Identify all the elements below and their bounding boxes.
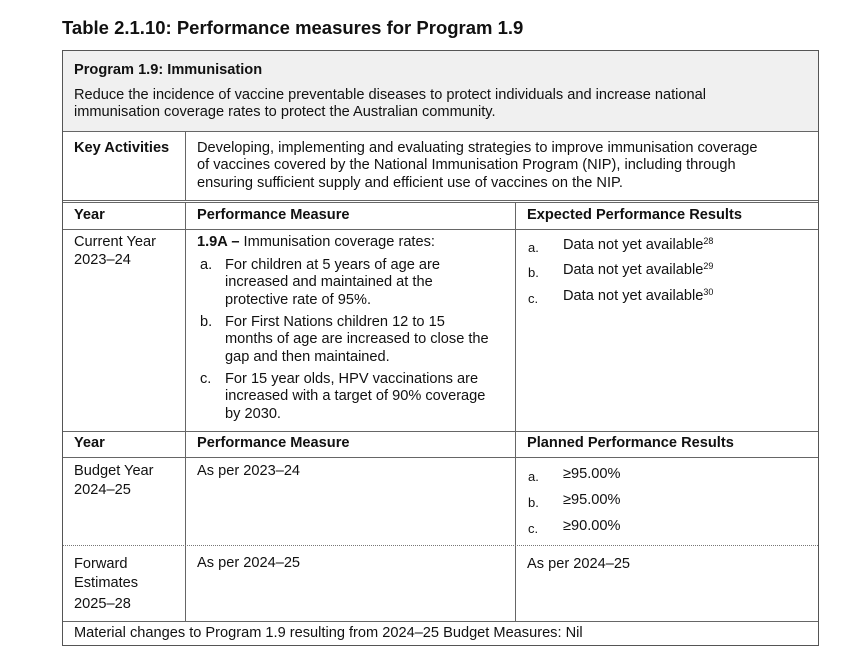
measure-item-letter: a. (200, 257, 213, 273)
budget-year-range: 2024–25 (74, 482, 131, 498)
measure-item-b-line1: For First Nations children 12 to 15 (225, 314, 445, 330)
key-activities-label: Key Activities (74, 140, 170, 156)
measure-title: Immunisation coverage rates: (239, 234, 435, 250)
planned-result-c: ≥90.00% (563, 518, 621, 534)
header-year: Year (74, 435, 105, 451)
performance-table (62, 50, 819, 646)
budget-year-label: Budget Year (74, 463, 154, 479)
divider (63, 457, 818, 458)
result-letter: c. (528, 291, 539, 306)
measure-code: 1.9A – (197, 234, 240, 250)
divider (63, 431, 818, 432)
key-activities-line3: ensuring sufficient supply and efficient use of vaccines on the NIP. (197, 175, 623, 191)
result-text: Data not yet available (563, 237, 704, 253)
result-letter: c. (528, 521, 539, 536)
measure-item-c-line2: increased with a target of 90% coverage (225, 388, 486, 404)
measure-1-9a (197, 234, 435, 252)
measure-item-c-line1: For 15 year olds, HPV vaccinations are (225, 371, 479, 387)
divider (63, 229, 818, 230)
column-divider (185, 203, 186, 622)
current-year-range: 2023–24 (74, 252, 131, 268)
measure-item-b-line3: gap and then maintained. (225, 349, 390, 365)
forward-measure: As per 2024–25 (197, 555, 301, 571)
measure-item-a-line1: For children at 5 years of age are (225, 257, 440, 273)
divider (63, 131, 818, 132)
planned-result-a: ≥95.00% (563, 466, 621, 482)
current-year-label: Current Year (74, 234, 156, 250)
result-letter: a. (528, 240, 539, 255)
program-objective-line2: immunisation coverage rates to protect the Australian community. (74, 104, 496, 120)
forward-label-line2: Estimates (74, 575, 139, 591)
result-text: Data not yet available (563, 262, 704, 278)
key-activities-line2: of vaccines covered by the National Immunisation Program (NIP), including through (197, 157, 736, 173)
expected-result-c (563, 288, 713, 306)
material-changes-note: Material changes to Program 1.9 resulting from 2024–25 Budget Measures: Nil (74, 625, 583, 641)
header-measure: Performance Measure (197, 207, 350, 223)
program-objective-line1: Reduce the incidence of vaccine preventable diseases to protect individuals and increase national (74, 87, 706, 103)
divider (63, 200, 818, 203)
header-planned-results: Planned Performance Results (527, 435, 734, 451)
planned-result-b: ≥95.00% (563, 492, 621, 508)
expected-result-a (563, 237, 713, 255)
measure-item-b-line2: months of age are increased to close the (225, 331, 489, 347)
forward-year-range: 2025–28 (74, 596, 131, 612)
budget-measure: As per 2023–24 (197, 463, 301, 479)
divider (63, 545, 818, 546)
header-expected-results: Expected Performance Results (527, 207, 742, 223)
column-divider (515, 203, 516, 622)
program-heading: Program 1.9: Immunisation (74, 62, 263, 78)
footnote-ref: 30 (703, 287, 714, 297)
key-activities-line1: Developing, implementing and evaluating strategies to improve immunisation coverage (197, 140, 758, 156)
forward-label: Forward (74, 556, 128, 572)
column-divider (185, 131, 186, 201)
measure-item-a-line3: protective rate of 95%. (225, 292, 372, 308)
forward-results: As per 2024–25 (527, 556, 631, 572)
footnote-ref: 29 (703, 261, 714, 271)
result-letter: b. (528, 265, 539, 280)
measure-item-a-line2: increased and maintained at the (225, 274, 433, 290)
result-text: Data not yet available (563, 288, 704, 304)
measure-item-letter: c. (200, 371, 212, 387)
result-letter: b. (528, 495, 539, 510)
header-year: Year (74, 207, 105, 223)
footnote-ref: 28 (703, 236, 714, 246)
measure-item-c-line3: by 2030. (225, 406, 281, 422)
header-measure: Performance Measure (197, 435, 350, 451)
expected-result-b (563, 262, 713, 280)
measure-item-letter: b. (200, 314, 213, 330)
result-letter: a. (528, 469, 539, 484)
table-title: Table 2.1.10: Performance measures for Program 1.9 (62, 17, 524, 38)
divider (63, 621, 818, 622)
